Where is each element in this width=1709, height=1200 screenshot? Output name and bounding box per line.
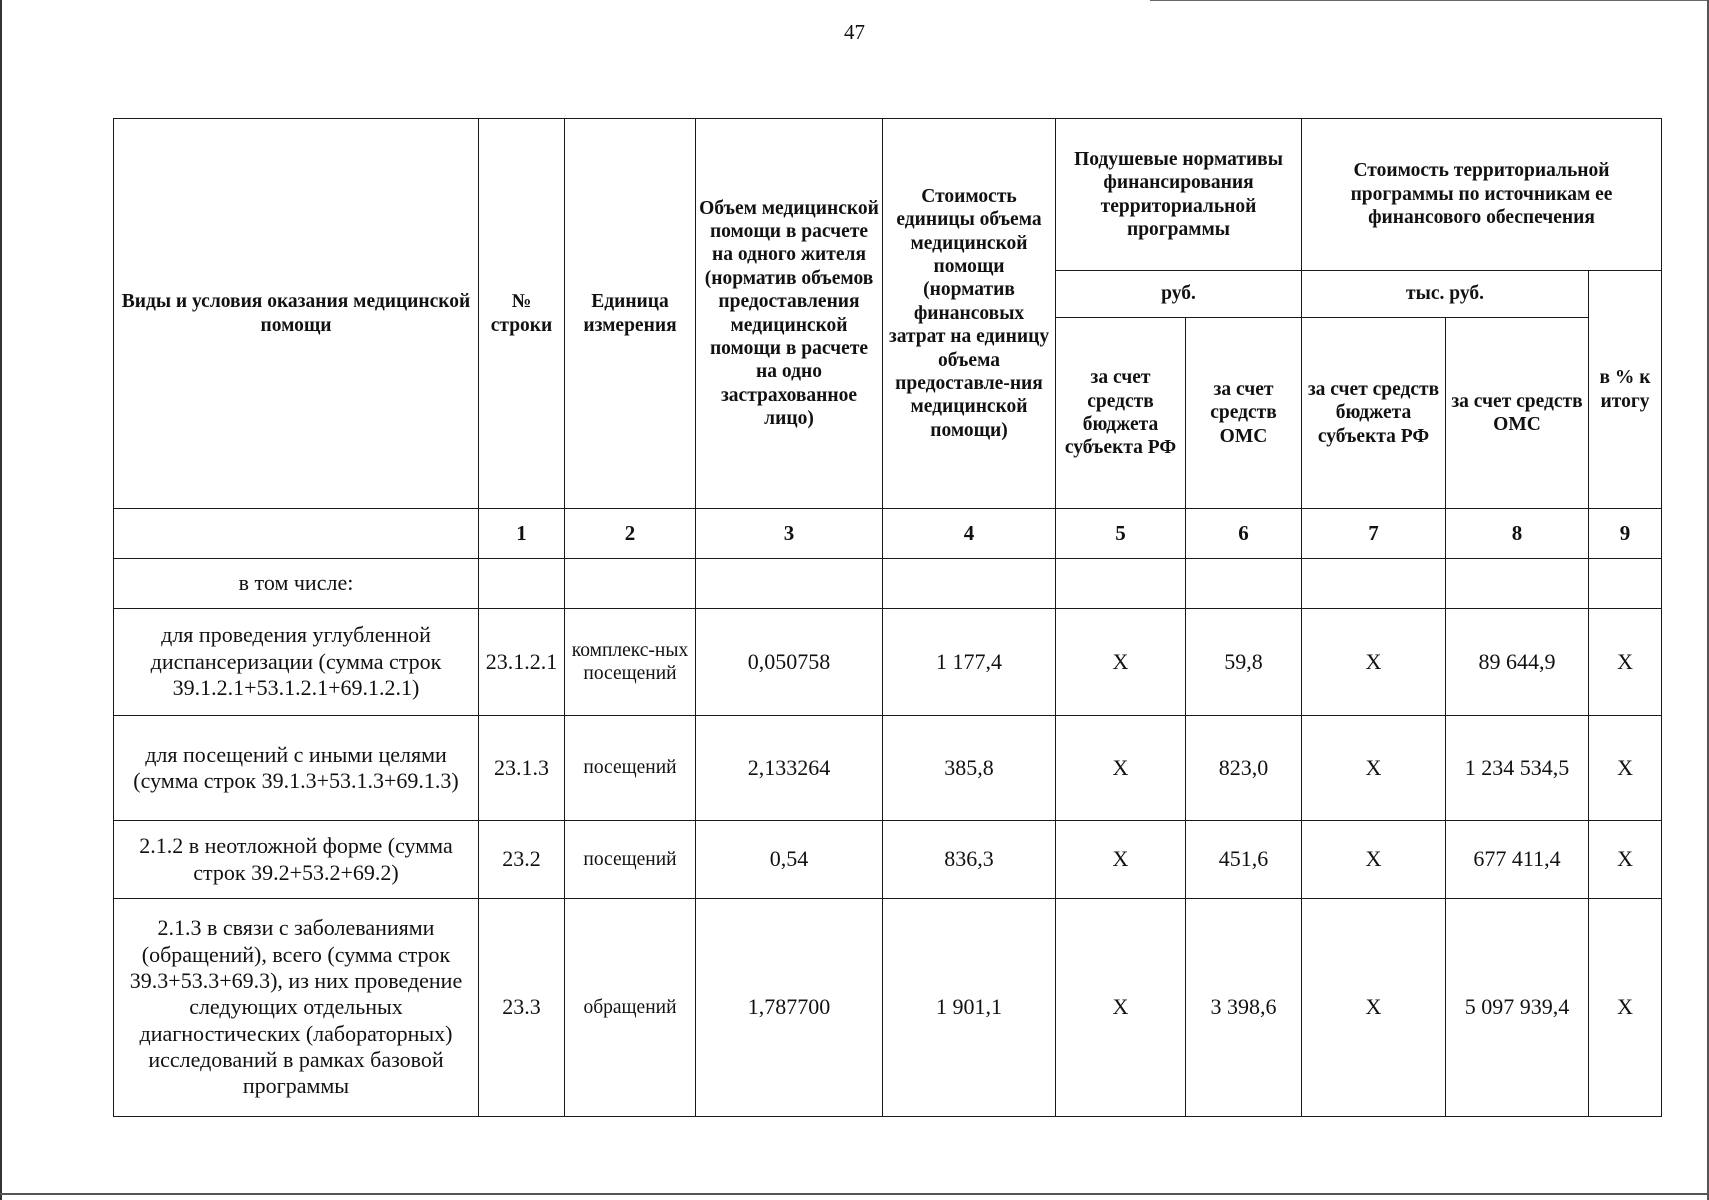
row-volume: [696, 559, 883, 609]
row-cost: [883, 559, 1056, 609]
row-col5: [1056, 559, 1186, 609]
header-rub: руб.: [1056, 271, 1302, 318]
column-number: 8: [1446, 509, 1589, 559]
row-col8: 1 234 534,5: [1446, 716, 1589, 821]
row-volume: 0,050758: [696, 609, 883, 716]
row-col5: X: [1056, 609, 1186, 716]
row-number: [479, 559, 565, 609]
row-cost: 385,8: [883, 716, 1056, 821]
row-number: 23.1.2.1: [479, 609, 565, 716]
page-border-top: [1150, 0, 1709, 1]
row-unit: [565, 559, 696, 609]
row-col6: 823,0: [1186, 716, 1302, 821]
row-volume: 2,133264: [696, 716, 883, 821]
row-col5: X: [1056, 899, 1186, 1117]
row-unit: обращений: [565, 899, 696, 1117]
row-col9: X: [1589, 899, 1662, 1117]
row-unit: комплекс-ных посещений: [565, 609, 696, 716]
column-number: 6: [1186, 509, 1302, 559]
header-program-cost: Стоимость территориальной программы по источникам ее финансового обеспечения: [1302, 119, 1662, 271]
page-number: 47: [844, 20, 865, 44]
row-col7: [1302, 559, 1446, 609]
header-type: Виды и условия оказания медицинской помощи: [114, 119, 479, 509]
row-col7: X: [1302, 821, 1446, 899]
row-cost: 836,3: [883, 821, 1056, 899]
row-col6: 59,8: [1186, 609, 1302, 716]
row-col7: X: [1302, 899, 1446, 1117]
row-col8: 677 411,4: [1446, 821, 1589, 899]
row-cost: 1 177,4: [883, 609, 1056, 716]
column-number: [114, 509, 479, 559]
header-unit: Единица измерения: [565, 119, 696, 509]
row-cost: 1 901,1: [883, 899, 1056, 1117]
header-cost: Стоимость единицы объема медицинской помощи (норматив финансовых затрат на единицу объема предоставле-ния медицинской помощи): [883, 119, 1056, 509]
row-col6: 3 398,6: [1186, 899, 1302, 1117]
row-col9: X: [1589, 609, 1662, 716]
row-col6: [1186, 559, 1302, 609]
row-number: 23.1.3: [479, 716, 565, 821]
row-name: для посещений с иными целями (сумма строк 39.1.3+53.1.3+69.1.3): [114, 716, 479, 821]
column-number: 2: [565, 509, 696, 559]
row-name: 2.1.2 в неотложной форме (сумма строк 39.2+53.2+69.2): [114, 821, 479, 899]
row-volume: 0,54: [696, 821, 883, 899]
row-col6: 451,6: [1186, 821, 1302, 899]
row-col7: X: [1302, 609, 1446, 716]
column-number: 9: [1589, 509, 1662, 559]
column-number: 4: [883, 509, 1056, 559]
row-name: для проведения углубленной диспансеризации (сумма строк 39.1.2.1+53.1.2.1+69.1.2.1): [114, 609, 479, 716]
row-col7: X: [1302, 716, 1446, 821]
header-volume: Объем медицинской помощи в расчете на одного жителя (норматив объемов предоставления медицинской помощи в расчете на одно застрахованное лицо): [696, 119, 883, 509]
header-oms-8: за счет средств ОМС: [1446, 318, 1589, 509]
row-unit: посещений: [565, 716, 696, 821]
row-col8: [1446, 559, 1589, 609]
header-percent: в % к итогу: [1589, 271, 1662, 509]
table-row: [114, 899, 1662, 1117]
row-col9: X: [1589, 821, 1662, 899]
row-name: 2.1.3 в связи с заболеваниями (обращений), всего (сумма строк 39.3+53.3+69.3), из них проведение следующих отдельных диагностических (лабораторных) исследований в рамках базовой программы: [114, 899, 479, 1117]
row-col8: 5 097 939,4: [1446, 899, 1589, 1117]
row-volume: 1,787700: [696, 899, 883, 1117]
header-oms-6: за счет средств ОМС: [1186, 318, 1302, 509]
row-unit: посещений: [565, 821, 696, 899]
row-col8: 89 644,9: [1446, 609, 1589, 716]
row-col5: X: [1056, 716, 1186, 821]
header-row-no: № строки: [479, 119, 565, 509]
page-border-left: [0, 0, 2, 1200]
row-col5: X: [1056, 821, 1186, 899]
program-cost-table: [113, 118, 1662, 1117]
table-row: [114, 716, 1662, 821]
table-row: [114, 821, 1662, 899]
column-number: 1: [479, 509, 565, 559]
header-budget-rf-5: за счет средств бюджета субъекта РФ: [1056, 318, 1186, 509]
table-row: [114, 559, 1662, 609]
column-number-row: [114, 509, 1662, 559]
row-col9: [1589, 559, 1662, 609]
header-budget-rf-7: за счет средств бюджета субъекта РФ: [1302, 318, 1446, 509]
row-number: 23.2: [479, 821, 565, 899]
column-number: 7: [1302, 509, 1446, 559]
column-number: 3: [696, 509, 883, 559]
row-col9: X: [1589, 716, 1662, 821]
row-number: 23.3: [479, 899, 565, 1117]
column-number: 5: [1056, 509, 1186, 559]
header-thousand-rub: тыс. руб.: [1302, 271, 1589, 318]
page-border-bottom: [0, 1193, 1709, 1195]
row-name: в том числе:: [114, 559, 479, 609]
table-row: [114, 609, 1662, 716]
header-per-capita: Подушевые нормативы финансирования территориальной программы: [1056, 119, 1302, 271]
